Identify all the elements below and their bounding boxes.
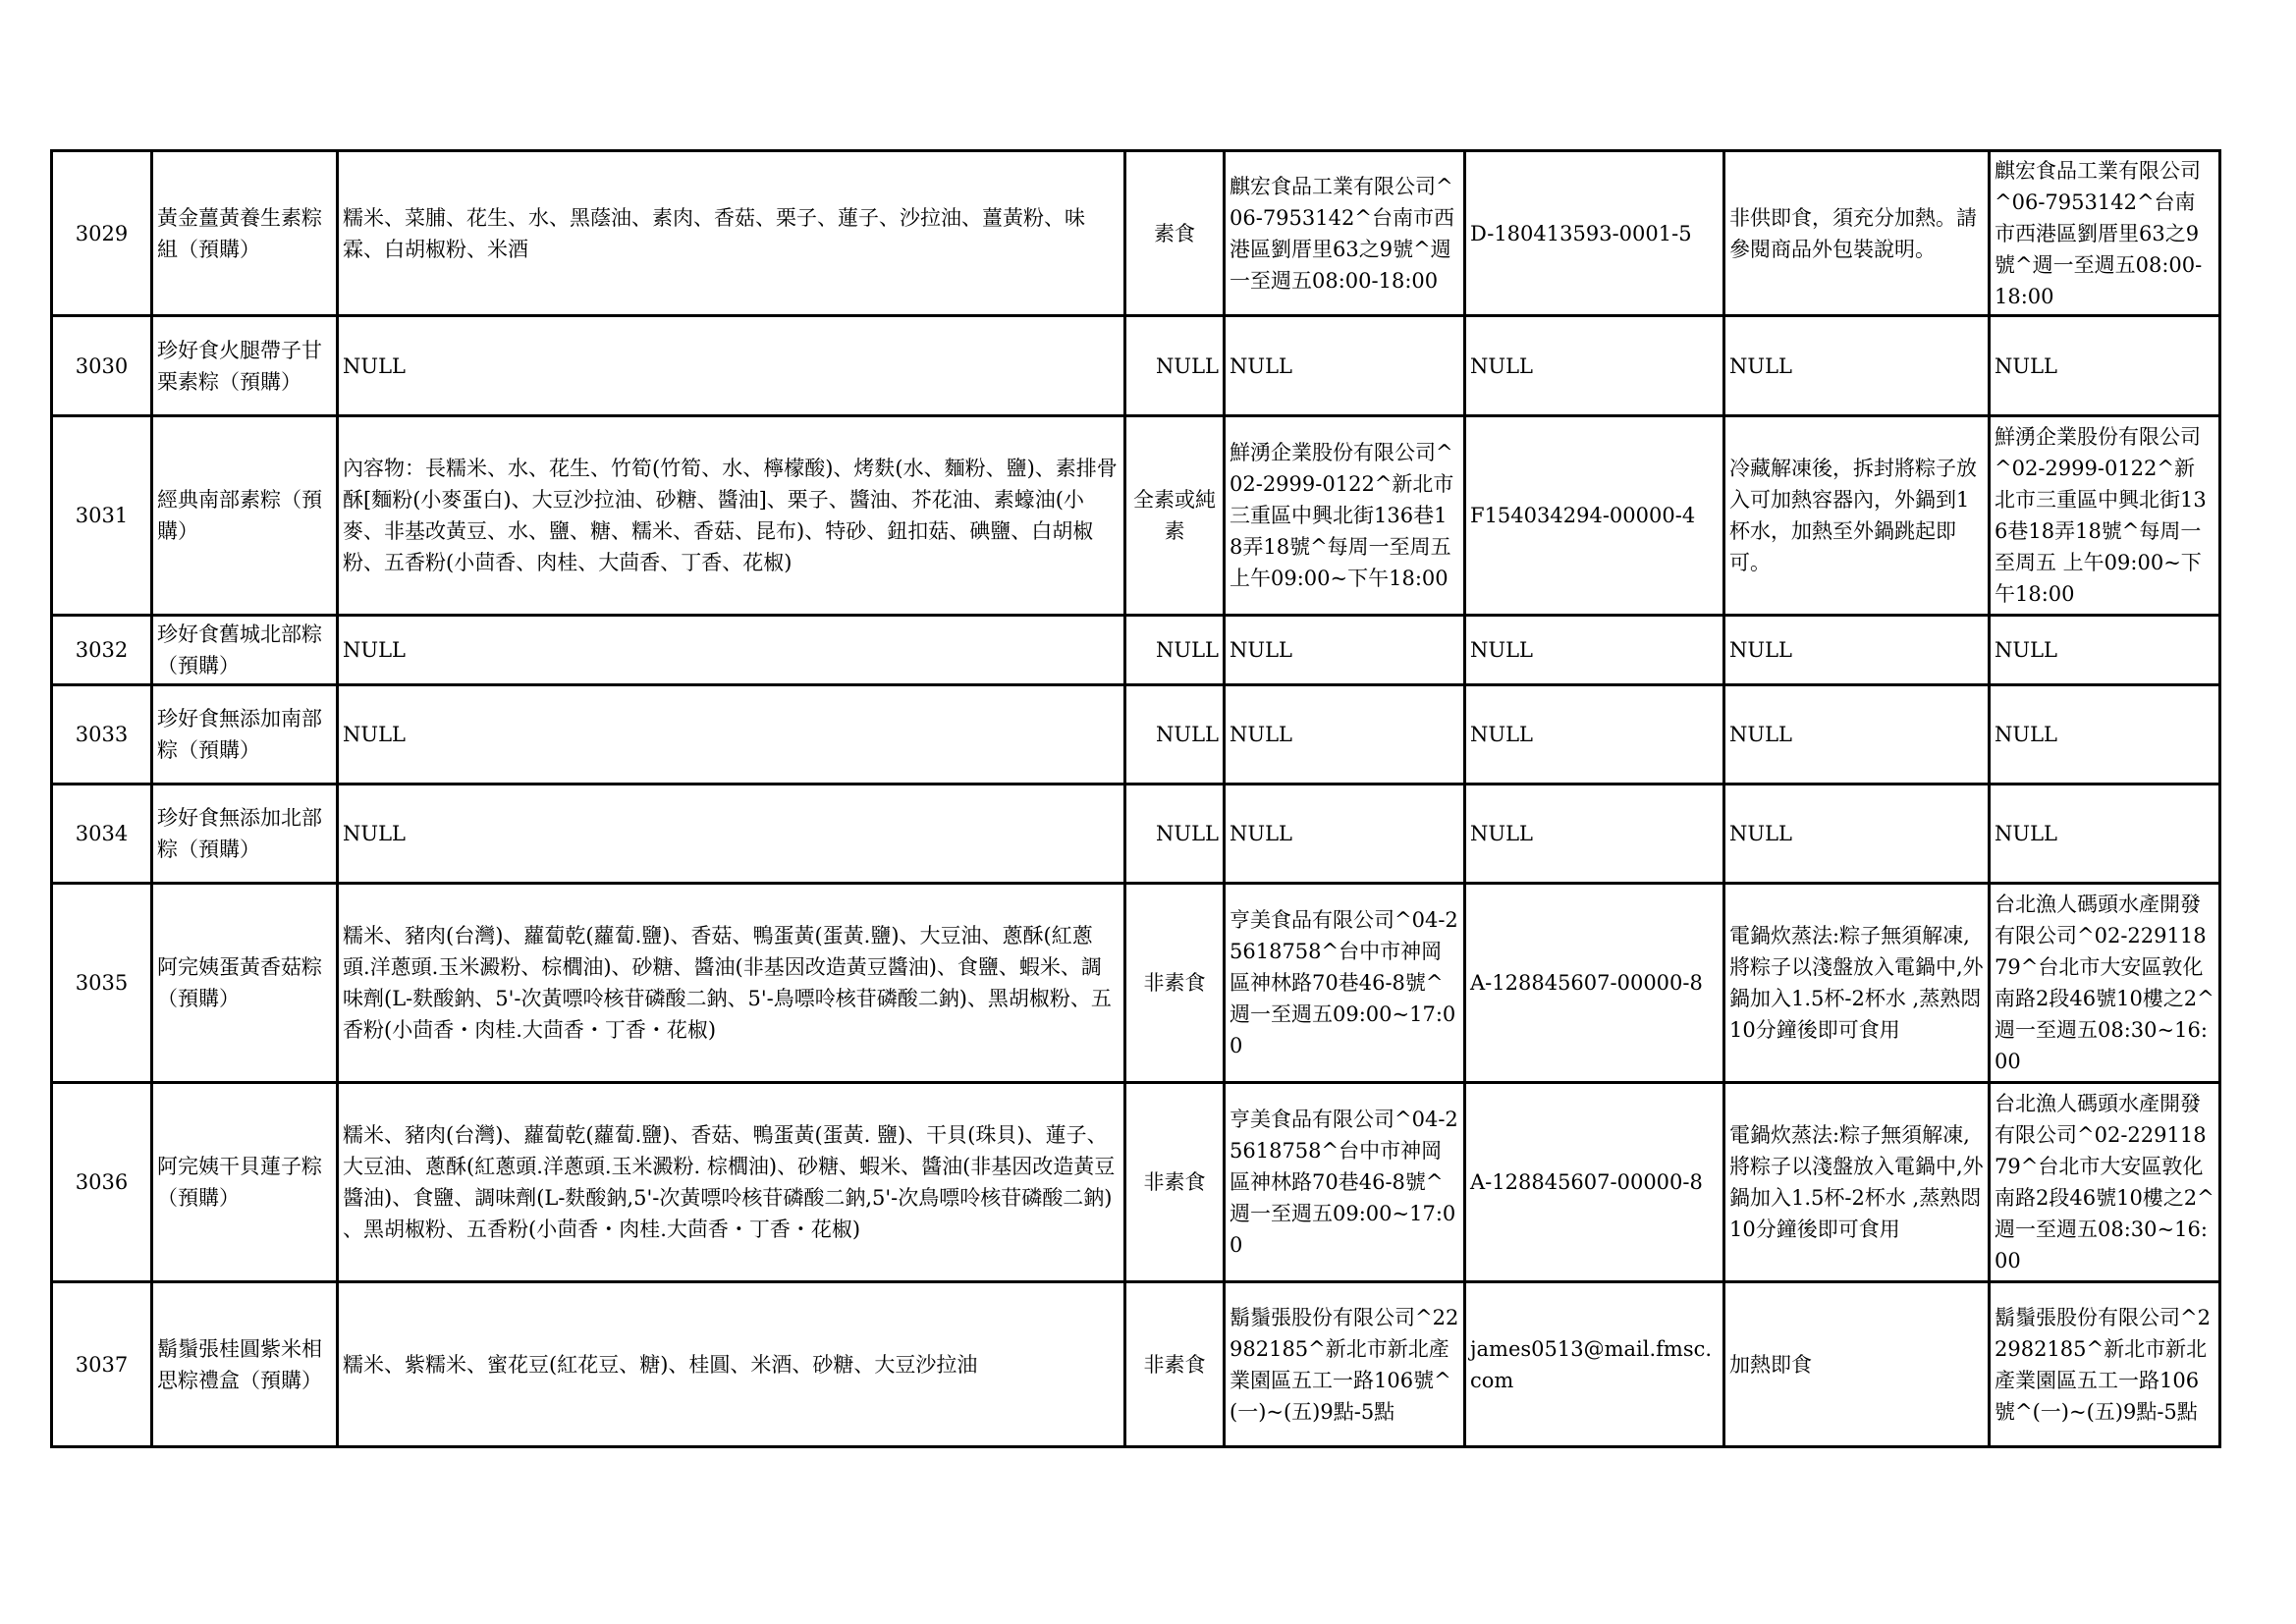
cell-category: NULL [1125, 316, 1225, 416]
cell-contact: 台北漁人碼頭水產開發有限公司^02-22911879^台北市大安區敦化南路2段46號10樓之2^週一至週五08:30~16:00 [1990, 884, 2220, 1083]
cell-contact: 鬍鬚張股份有限公司^22982185^新北市新北產業園區五工一路106號^(一)~(五)9點-5點 [1990, 1282, 2220, 1447]
cell-usage: 電鍋炊蒸法:粽子無須解凍,將粽子以淺盤放入電鍋中,外鍋加入1.5杯-2杯水 ,蒸熟悶10分鐘後即可食用 [1724, 884, 1990, 1083]
table-row [52, 316, 2220, 416]
table-row [52, 416, 2220, 616]
table-row [52, 1282, 2220, 1447]
cell-reg-no: james0513@mail.fmsc.com [1465, 1282, 1724, 1447]
cell-manufacturer: 亨美食品有限公司^04-25618758^台中市神岡區神林路70巷46-8號^週一至週五09:00~17:00 [1225, 1083, 1465, 1282]
cell-manufacturer: NULL [1225, 616, 1465, 685]
cell-usage: 電鍋炊蒸法:粽子無須解凍,將粽子以淺盤放入電鍋中,外鍋加入1.5杯-2杯水 ,蒸熟悶10分鐘後即可食用 [1724, 1083, 1990, 1282]
cell-usage: 冷藏解凍後，拆封將粽子放入可加熱容器內，外鍋到1杯水，加熱至外鍋跳起即可。 [1724, 416, 1990, 616]
table-row [52, 1083, 2220, 1282]
cell-usage: NULL [1724, 316, 1990, 416]
cell-reg-no: A-128845607-00000-8 [1465, 1083, 1724, 1282]
table-row [52, 785, 2220, 884]
cell-name: 經典南部素粽（預購） [152, 416, 338, 616]
cell-name: 珍好食舊城北部粽（預購） [152, 616, 338, 685]
cell-category: 非素食 [1125, 1282, 1225, 1447]
cell-contact: NULL [1990, 685, 2220, 785]
cell-reg-no: NULL [1465, 785, 1724, 884]
cell-category: NULL [1125, 616, 1225, 685]
cell-id: 3029 [52, 151, 152, 316]
cell-contact: 台北漁人碼頭水產開發有限公司^02-22911879^台北市大安區敦化南路2段46號10樓之2^週一至週五08:30~16:00 [1990, 1083, 2220, 1282]
cell-id: 3037 [52, 1282, 152, 1447]
cell-id: 3030 [52, 316, 152, 416]
cell-name: 阿完姨干貝蓮子粽（預購） [152, 1083, 338, 1282]
cell-contact: NULL [1990, 616, 2220, 685]
cell-name: 珍好食火腿帶子甘栗素粽（預購） [152, 316, 338, 416]
cell-id: 3033 [52, 685, 152, 785]
cell-category: NULL [1125, 785, 1225, 884]
table-row [52, 884, 2220, 1083]
cell-usage: NULL [1724, 616, 1990, 685]
cell-manufacturer: NULL [1225, 316, 1465, 416]
cell-id: 3036 [52, 1083, 152, 1282]
cell-manufacturer: NULL [1225, 785, 1465, 884]
cell-category: 全素或純素 [1125, 416, 1225, 616]
cell-ingredients: NULL [338, 785, 1125, 884]
table-row [52, 151, 2220, 316]
cell-name: 阿完姨蛋黃香菇粽（預購） [152, 884, 338, 1083]
cell-ingredients: 糯米、紫糯米、蜜花豆(紅花豆、糖)、桂圓、米酒、砂糖、大豆沙拉油 [338, 1282, 1125, 1447]
cell-reg-no: A-128845607-00000-8 [1465, 884, 1724, 1083]
cell-id: 3034 [52, 785, 152, 884]
cell-reg-no: NULL [1465, 316, 1724, 416]
cell-name: 珍好食無添加南部粽（預購） [152, 685, 338, 785]
cell-category: 非素食 [1125, 884, 1225, 1083]
cell-contact: 鮮湧企業股份有限公司^02-2999-0122^新北市三重區中興北街136巷18弄18號^每周一至周五 上午09:00~下午18:00 [1990, 416, 2220, 616]
cell-category: 非素食 [1125, 1083, 1225, 1282]
table-row [52, 685, 2220, 785]
cell-name: 黃金薑黃養生素粽組（預購） [152, 151, 338, 316]
cell-reg-no: F154034294-00000-4 [1465, 416, 1724, 616]
cell-ingredients: 糯米、豬肉(台灣)、蘿蔔乾(蘿蔔.鹽)、香菇、鴨蛋黃(蛋黃.鹽)、大豆油、蔥酥(紅蔥頭.洋蔥頭.玉米澱粉、棕櫚油)、砂糖、醬油(非基因改造黃豆醬油)、食鹽、蝦米、調味劑(L-麩酸鈉、5'-次黃嘌呤核苷磷酸二鈉、5'-鳥嘌呤核苷磷酸二鈉)、黑胡椒粉、五香粉(小茴香・肉桂.大茴香・丁香・花椒) [338, 884, 1125, 1083]
cell-manufacturer: 鮮湧企業股份有限公司^02-2999-0122^新北市三重區中興北街136巷18弄18號^每周一至周五 上午09:00~下午18:00 [1225, 416, 1465, 616]
cell-category: NULL [1125, 685, 1225, 785]
cell-ingredients: NULL [338, 316, 1125, 416]
cell-usage: 非供即食，須充分加熱。請參閱商品外包裝說明。 [1724, 151, 1990, 316]
cell-manufacturer: 麒宏食品工業有限公司^06-7953142^台南市西港區劉厝里63之9號^週一至週五08:00-18:00 [1225, 151, 1465, 316]
cell-ingredients: 糯米、菜脯、花生、水、黑蔭油、素肉、香菇、栗子、蓮子、沙拉油、薑黃粉、味霖、白胡椒粉、米酒 [338, 151, 1125, 316]
cell-contact: NULL [1990, 785, 2220, 884]
cell-name: 珍好食無添加北部粽（預購） [152, 785, 338, 884]
cell-reg-no: NULL [1465, 685, 1724, 785]
cell-ingredients: 糯米、豬肉(台灣)、蘿蔔乾(蘿蔔.鹽)、香菇、鴨蛋黃(蛋黃. 鹽)、干貝(珠貝)、蓮子、大豆油、蔥酥(紅蔥頭.洋蔥頭.玉米澱粉. 棕櫚油)、砂糖、蝦米、醬油(非基因改造黃豆醬油)、食鹽、調味劑(L-麩酸鈉,5'-次黃嘌呤核苷磷酸二鈉,5'-次鳥嘌呤核苷磷酸二鈉) 、黑胡椒粉、五香粉(小茴香・肉桂.大茴香・丁香・花椒) [338, 1083, 1125, 1282]
table-row [52, 616, 2220, 685]
cell-id: 3031 [52, 416, 152, 616]
cell-category: 素食 [1125, 151, 1225, 316]
cell-id: 3032 [52, 616, 152, 685]
cell-contact: 麒宏食品工業有限公司^06-7953142^台南市西港區劉厝里63之9號^週一至週五08:00-18:00 [1990, 151, 2220, 316]
cell-name: 鬍鬚張桂圓紫米相思粽禮盒（預購） [152, 1282, 338, 1447]
cell-usage: NULL [1724, 785, 1990, 884]
cell-manufacturer: 鬍鬚張股份有限公司^22982185^新北市新北產業園區五工一路106號^(一)~(五)9點-5點 [1225, 1282, 1465, 1447]
product-table [50, 149, 2221, 1448]
cell-ingredients: NULL [338, 685, 1125, 785]
cell-manufacturer: 亨美食品有限公司^04-25618758^台中市神岡區神林路70巷46-8號^週一至週五09:00~17:00 [1225, 884, 1465, 1083]
cell-reg-no: NULL [1465, 616, 1724, 685]
cell-ingredients: NULL [338, 616, 1125, 685]
cell-usage: 加熱即食 [1724, 1282, 1990, 1447]
cell-reg-no: D-180413593-0001-5 [1465, 151, 1724, 316]
cell-ingredients: 內容物：長糯米、水、花生、竹筍(竹筍、水、檸檬酸)、烤麩(水、麵粉、鹽)、素排骨酥[麵粉(小麥蛋白)、大豆沙拉油、砂糖、醬油]、栗子、醬油、芥花油、素蠔油(小麥、非基改黃豆、水、鹽、糖、糯米、香菇、昆布)、特砂、鈕扣菇、碘鹽、白胡椒粉、五香粉(小茴香、肉桂、大茴香、丁香、花椒) [338, 416, 1125, 616]
cell-contact: NULL [1990, 316, 2220, 416]
cell-usage: NULL [1724, 685, 1990, 785]
cell-id: 3035 [52, 884, 152, 1083]
cell-manufacturer: NULL [1225, 685, 1465, 785]
